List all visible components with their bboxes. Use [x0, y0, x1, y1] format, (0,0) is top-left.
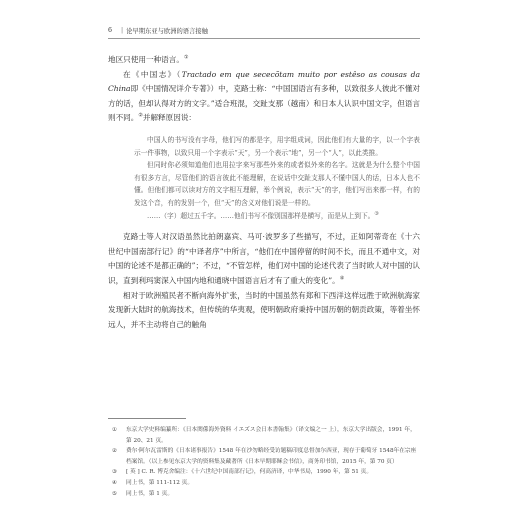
footnote-ref-4: ④	[339, 275, 345, 282]
paragraph-1	[108, 53, 420, 68]
paragraph-3-text: 克路士等人对汉语虽然比拍朗嘉宾、马可·波罗多了些描写，不过，正如阿蒂奇在《十六世纪中国南部行记》的“中译者序”中所言，“他们在中国停留的时间不长，而且不通中文，对中国的论述不是都正确的”；不过，“不管怎样，他们对中国的论述代表了当时欧人对中国的认识，直到利玛窦深入中国内地和通晓中国语言后才有了重大的变化”。	[108, 232, 420, 285]
paragraph-1-text: 地区只使用一种语言。	[108, 55, 184, 64]
footnote-item	[108, 467, 420, 478]
page-number: 6	[108, 27, 113, 34]
quote-paragraph-3-text: ……（字）超过五千字。……他们书写不像别国那样是横写，而是从上到下。	[147, 211, 375, 220]
portuguese-title: Tractado em que sececõtam muito por estêso as cousas da China	[108, 69, 420, 94]
quote-paragraph-3	[134, 210, 420, 223]
footnote-mark: ②	[112, 448, 118, 455]
quote-paragraph-1: 中国人的书写没有字母，他们写的都是字，用字组成词，因此他们有大量的字，以一个字表示一件事物，以致只用一个字表示“天”，另一个表示“地”，另一个“人”，以此类推。	[134, 135, 420, 157]
footnote-mark: ①	[112, 427, 118, 433]
footnote-item	[108, 489, 420, 500]
footnote-item	[108, 425, 420, 446]
footnote-item	[108, 446, 420, 467]
footnote-text: 费尔·阿尔瓦雷斯的《日本诸事报告》1548 年在沙勿略经受访题稿印度总督加尔西亚，现存于葡萄牙 1548年在宗座档案馆。（以上参见东京大学的资料集及藏著所《日本早期耶稣会书信》，商务印书馆，2015 年，第 70 页）	[126, 448, 417, 465]
paragraph-2	[108, 68, 420, 126]
paragraph-3	[108, 230, 420, 288]
footnote-text: 同上书，第 1 页。	[126, 490, 174, 497]
footnote-text: 同上书，第 111-112 页。	[126, 479, 194, 486]
running-header	[108, 26, 420, 39]
running-title: 论早期东亚与欧洲的语言接触	[126, 28, 208, 35]
body-text	[108, 53, 420, 126]
footnote-text: 东京大学史料编纂所：《日本関係海外資料 イエズス会日本書翰集》（译文编之一 上），东京大学出版会，1991 年，第 20、21 页。	[126, 427, 416, 444]
footnote-mark: ④	[112, 479, 118, 486]
book-page	[108, 26, 420, 506]
footnote-ref-2: ②	[138, 112, 143, 119]
body-text-continued	[108, 230, 420, 332]
footnote-rule	[108, 418, 186, 419]
quote-paragraph-2: 但同时你必须知道他们也用拉字来写那些外来的或者似外来的名字。这就是为什么整个中国有很多方言，尽管他们的语言彼此不能理解，在说话中交趾支那人不懂中国人的话，日本人也不懂。但他们都可以读对方的文字相互理解，举个例说，表示“天”的字，他们写出来都一样，有的发这个音，有的发别一个，但“天”的含义对他们说是一样的。	[134, 161, 420, 207]
footnote-ref-3: ③	[374, 210, 379, 217]
footnote-mark: ③	[112, 469, 118, 476]
footnote-mark: ⑤	[112, 490, 118, 497]
paragraph-2-text-b: 即《中国情况详介专著》）中，克路士称：“中国国语言有多种，以致很多人彼此不懂对方的话，但却认得对方的文字。”适合班混，交趾支那（越南）和日本人认识中国文字，但语言则不同。	[108, 84, 420, 123]
paragraph-4: 相对于欧洲殖民者不断向海外扩张，当时的中国虽然有郑和下西洋这样远胜于欧洲航海家发现新大陆时的航海技术，但传统的华夷观，使明朝政府秉持中国历朝的朝贡政策，等着坐怀远人，并不主动将自己的触角	[108, 290, 420, 329]
footnote-ref-1: ①	[183, 54, 189, 61]
block-quote	[134, 134, 420, 222]
footnote-text: [ 英 ] C. R. 博克舍编注：《十六世纪中国南部行记》，何高济译，中华书局，1990 年，第 51 页。	[126, 469, 373, 476]
footnotes	[108, 418, 420, 499]
paragraph-2-text-c: 并解释原因说：	[142, 113, 197, 123]
paragraph-2-text-a: 在《中国志》（	[123, 69, 182, 79]
footnote-item	[108, 478, 420, 489]
header-separator: |	[121, 27, 124, 34]
